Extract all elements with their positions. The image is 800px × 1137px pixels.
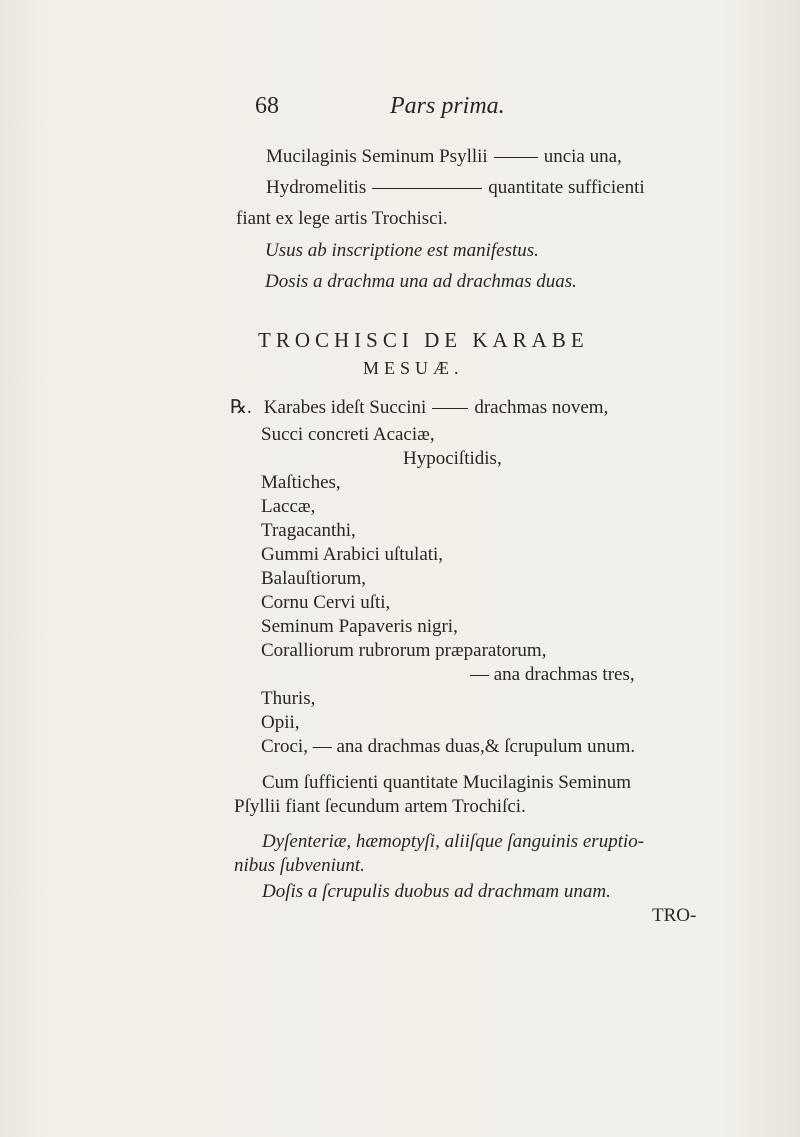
recipe-symbol: ℞. [230,397,252,418]
intro-line-2 [266,176,645,200]
recipe-first-left: Karabes ideſt Succini [263,397,427,418]
dash [494,157,538,158]
intro-line-1-right: uncia una, [543,146,622,167]
recipe-item: Balauſtiorum, [261,568,367,589]
body-cum-line-2: Pſyllii fiant ſecundum artem Trochiſci. [234,796,526,817]
dash [432,408,468,409]
intro-line-2-left: Hydromelitis [266,177,367,198]
section-author: MESUÆ. [363,358,464,378]
recipe-item: Maſtiches, [261,472,341,493]
intro-line-1 [266,145,622,169]
intro-usus: Usus ab inscriptione est manifestus. [265,240,539,261]
body-usus-line-2: nibus ſubveniunt. [234,855,365,876]
dash [372,188,482,189]
section-title: TROCHISCI DE KARABE [258,328,589,352]
recipe-item: Coralliorum rubrorum præparatorum, [261,640,547,661]
intro-line-1-left: Mucilaginis Seminum Psyllii [266,146,488,167]
recipe-ana-line: — ana drachmas tres, [470,664,635,685]
page-number: 68 [255,93,279,119]
intro-line-2-right: quantitate sufficienti [488,177,645,198]
recipe-last-line: Croci, — ana drachmas duas,& ſcrupulum unum. [261,736,636,757]
recipe-item: Opii, [261,712,300,733]
recipe-item: Succi concreti Acaciæ, [261,424,435,445]
body-dosis: Doſis a ſcrupulis duobus ad drachmam unam. [262,881,611,902]
recipe-item: Cornu Cervi uſti, [261,592,391,613]
recipe-item: Tragacanthi, [261,520,356,541]
recipe-item: Hypociſtidis, [403,448,502,469]
recipe-item: Seminum Papaveris nigri, [261,616,458,637]
running-title: Pars prima. [390,93,505,119]
catchword: TRO- [652,905,697,926]
recipe-item: Thuris, [261,688,316,709]
body-usus-line-1: Dyſenteriæ, hæmoptyſi, aliiſque ſanguinis eruptio- [262,831,645,852]
recipe-item: Laccæ, [261,496,316,517]
intro-line-3: fiant ex lege artis Trochisci. [236,208,448,229]
intro-dosis: Dosis a drachma una ad drachmas duas. [265,271,577,292]
recipe-first-right: drachmas novem, [474,397,609,418]
recipe-item: Gummi Arabici uſtulati, [261,544,444,565]
recipe-first-line [230,396,608,420]
body-cum-line-1: Cum ſufficienti quantitate Mucilaginis Seminum [262,772,632,793]
